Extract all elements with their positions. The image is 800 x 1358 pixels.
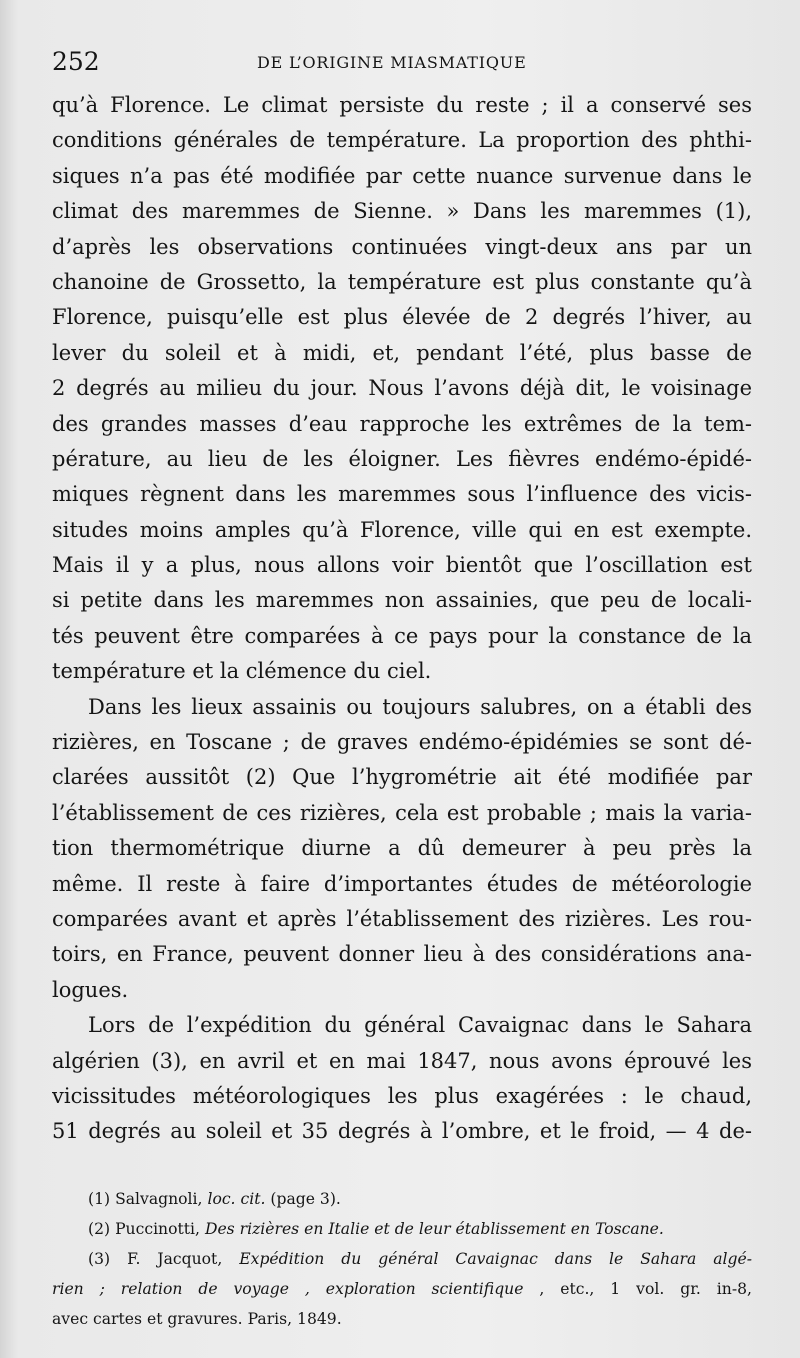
text-line: 2 degrés au milieu du jour. Nous l’avons déjà dit, le voisinage — [52, 376, 752, 401]
footnote-title: Expédition du général Cavaignac dans le Sahara algé- — [239, 1250, 752, 1268]
page-number: 252 — [52, 47, 100, 76]
footnote-3 — [52, 1244, 752, 1274]
text-line: siques n’a pas été modifiée par cette nuance survenue dans le — [52, 163, 752, 188]
text-line: clarées aussitôt (2) Que l’hygrométrie ait été modifiée par — [52, 765, 752, 790]
text-line: situdes moins amples qu’à Florence, ville qui en est exempte. — [52, 517, 752, 542]
text-line: logues. — [52, 977, 129, 1002]
page-header — [52, 45, 748, 79]
footnote-detail: (page 3). — [270, 1190, 341, 1208]
footnote-author: Salvagnoli, — [115, 1190, 203, 1208]
footnote-1 — [52, 1184, 752, 1214]
footnotes — [52, 1184, 752, 1334]
footnote-2 — [52, 1214, 752, 1244]
footnote-author: Puccinotti, — [115, 1220, 200, 1238]
text-line: température et la clémence du ciel. — [52, 659, 432, 684]
running-title: DE L’ORIGINE MIASMATIQUE — [257, 53, 527, 72]
text-line: comparées avant et après l’établissement des rizières. Les rou- — [52, 906, 752, 931]
footnote-number: (1) — [88, 1190, 111, 1208]
text-line: Florence, puisqu’elle est plus élevée de 2 degrés l’hiver, au — [52, 305, 752, 330]
text-line: chanoine de Grossetto, la température est plus constante qu’à — [52, 269, 752, 294]
paragraph-start-line: Lors de l’expédition du général Cavaignac dans le Sahara — [88, 1013, 752, 1038]
text-line: d’après les observations continuées vingt-deux ans par un — [52, 234, 752, 259]
text-line: pérature, au lieu de les éloigner. Les fièvres endémo-épidé- — [52, 446, 752, 471]
text-line: vicissitudes météorologiques les plus exagérées : le chaud, — [52, 1083, 752, 1108]
text-line: lever du soleil et à midi, et, pendant l’été, plus basse de — [52, 340, 752, 365]
text-line: Mais il y a plus, nous allons voir bientôt que l’oscillation est — [52, 553, 752, 578]
body-text — [52, 88, 752, 1150]
text-line: si petite dans les maremmes non assainies, que peu de locali- — [52, 588, 752, 613]
footnote-number: (3) — [88, 1250, 111, 1268]
footnote-title: Des rizières en Italie et de leur établissement en Toscane. — [204, 1220, 664, 1238]
text-line: algérien (3), en avril et en mai 1847, nous avons éprouvé les — [52, 1048, 752, 1073]
text-line: tés peuvent être comparées à ce pays pour la constance de la — [52, 623, 752, 648]
footnote-detail: avec cartes et gravures. Paris, 1849. — [52, 1310, 342, 1328]
text-line: même. Il reste à faire d’importantes études de météorologie — [52, 871, 752, 896]
text-line: conditions générales de température. La proportion des phthi- — [52, 128, 752, 153]
footnote-detail: , etc., 1 vol. gr. in-8, — [539, 1280, 752, 1298]
text-line: qu’à Florence. Le climat persiste du reste ; il a conservé ses — [52, 93, 752, 117]
paragraph-start-line: Dans les lieux assainis ou toujours salubres, on a établi des — [88, 694, 752, 719]
footnote-3-continued — [52, 1274, 752, 1304]
text-line: rizières, en Toscane ; de graves endémo-épidémies se sont dé- — [52, 730, 752, 755]
text-line: 51 degrés au soleil et 35 degrés à l’ombre, et le froid, — 4 de- — [52, 1119, 752, 1144]
footnote-author: F. Jacquot, — [127, 1250, 223, 1268]
footnote-3-continued — [52, 1304, 752, 1334]
text-line: l’établissement de ces rizières, cela est probable ; mais la varia- — [52, 800, 752, 825]
text-line: miques règnent dans les maremmes sous l’influence des vicis- — [52, 482, 752, 507]
text-line: des grandes masses d’eau rapproche les extrêmes de la tem- — [52, 411, 752, 436]
footnote-title: loc. cit. — [207, 1190, 266, 1208]
footnote-number: (2) — [88, 1220, 111, 1238]
text-line: tion thermométrique diurne a dû demeurer à peu près la — [52, 836, 752, 861]
text-line: climat des maremmes de Sienne. » Dans les maremmes (1), — [52, 199, 752, 224]
text-line: toirs, en France, peuvent donner lieu à des considérations ana- — [52, 942, 752, 967]
footnote-title: rien ; relation de voyage , exploration scientifique — [52, 1280, 524, 1298]
